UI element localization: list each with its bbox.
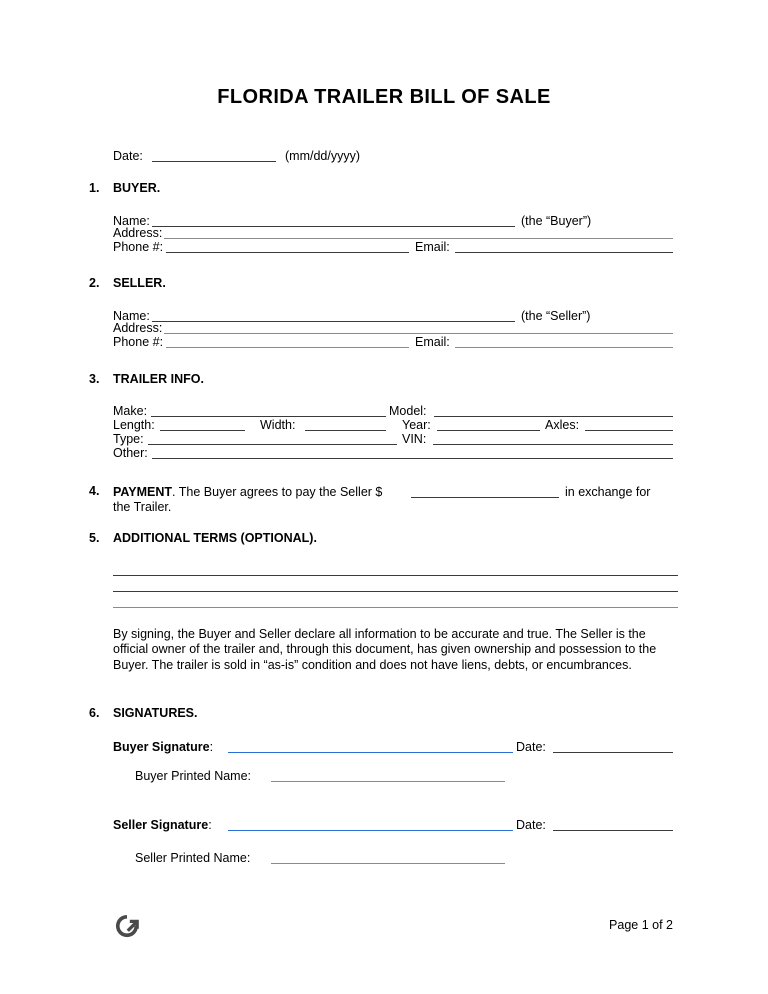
trailer-width-input-line[interactable] [305,430,386,431]
trailer-width-label: Width: [260,418,296,432]
section-number-additional-terms: 5. [89,531,100,545]
buyer-signature-label-text: Buyer Signature [113,740,210,754]
payment-title: PAYMENT [113,485,173,499]
seller-signature-date-input-line[interactable] [553,830,673,831]
section-title-seller-text: SELLER [113,276,163,290]
section-title-trailer-info-text: TRAILER INFO [113,372,201,386]
payment-text-line2: the Trailer. [113,500,172,514]
date-label: Date: [113,149,143,163]
trailer-axles-label: Axles: [545,418,580,432]
section-title-seller [113,276,166,290]
seller-signature-date-label: Date: [516,818,546,832]
trailer-axles-input-line[interactable] [585,430,673,431]
section-number-trailer-info: 3. [89,372,100,386]
section-title-buyer-period: . [156,181,161,195]
section-title-signatures [113,706,198,720]
seller-printed-name-input-line[interactable] [271,863,505,864]
declaration-paragraph: By signing, the Buyer and Seller declare all information to be accurate and true. The Seller is the official owner of the trailer and, through this document, has given ownership and possession to the Buyer. The trailer is sold in “as-is” condition and does not have liens, debts, or encumbrances. [113,627,657,672]
section-title-seller-period: . [162,276,166,290]
buyer-name-input-line[interactable] [152,226,515,227]
buyer-printed-name-input-line[interactable] [271,781,505,782]
trailer-type-label: Type: [113,432,144,446]
trailer-type-input-line[interactable] [148,444,397,445]
date-format-hint: (mm/dd/yyyy) [285,149,360,163]
seller-signature-input-line[interactable] [228,830,513,831]
seller-name-input-line[interactable] [152,321,515,322]
section-title-trailer-info [113,372,204,386]
seller-phone-label: Phone #: [113,335,164,349]
trailer-vin-input-line[interactable] [433,444,673,445]
seller-name-suffix: (the “Seller”) [521,309,591,323]
section-title-trailer-info-period: . [200,372,204,386]
buyer-email-label: Email: [415,240,450,254]
seller-email-input-line[interactable] [455,347,673,348]
buyer-phone-label: Phone #: [113,240,164,254]
trailer-length-label: Length: [113,418,155,432]
section-title-buyer [113,181,160,195]
seller-address-label: Address: [113,321,163,335]
section-number-payment: 4. [89,484,100,498]
seller-name-label: Name: [113,309,150,323]
buyer-printed-name-label: Buyer Printed Name: [135,769,252,783]
buyer-address-label: Address: [113,226,163,240]
trailer-make-label: Make: [113,404,148,418]
trailer-year-input-line[interactable] [437,430,540,431]
section-title-additional-terms [113,531,317,545]
page-title: FLORIDA TRAILER BILL OF SALE [217,86,551,108]
trailer-year-label: Year: [402,418,431,432]
payment-text-before-amount: . The Buyer agrees to pay the Seller $ [172,485,383,499]
payment-text-line1 [113,484,382,500]
seller-phone-input-line[interactable] [166,347,409,348]
seller-email-label: Email: [415,335,450,349]
buyer-name-suffix: (the “Buyer”) [521,214,592,228]
payment-text-after-amount: in exchange for [565,485,651,499]
seller-signature-label-colon: : [208,818,212,832]
buyer-signature-label [113,739,213,755]
section-number-seller: 2. [89,276,100,290]
trailer-vin-label: VIN: [402,432,427,446]
seller-printed-name-label: Seller Printed Name: [135,851,251,865]
buyer-email-input-line[interactable] [455,252,673,253]
page-number: Page 1 of 2 [609,918,673,932]
circular-arrow-logo-icon [112,911,142,941]
buyer-signature-label-colon: : [209,740,214,754]
trailer-other-label: Other: [113,446,148,460]
additional-terms-line-2[interactable] [113,591,678,592]
section-title-signatures-text: SIGNATURES [113,706,195,720]
date-row [113,148,143,164]
trailer-other-input-line[interactable] [152,458,673,459]
buyer-signature-date-label: Date: [516,740,546,754]
trailer-model-label: Model: [389,404,427,418]
section-title-additional-terms-text: ADDITIONAL TERMS (OPTIONAL) [113,531,314,545]
additional-terms-line-1[interactable] [113,575,678,576]
buyer-signature-date-input-line[interactable] [553,752,673,753]
section-title-additional-terms-period: . [313,531,317,545]
section-title-buyer-text: BUYER [113,181,157,195]
seller-signature-label [113,817,212,833]
buyer-signature-input-line[interactable] [228,752,513,753]
payment-amount-input-line[interactable] [411,497,559,498]
date-input-line[interactable] [152,161,276,162]
seller-signature-label-text: Seller Signature [113,818,209,832]
buyer-name-label: Name: [113,214,150,228]
additional-terms-line-3[interactable] [113,607,678,608]
trailer-length-input-line[interactable] [160,430,245,431]
section-title-signatures-period: . [194,706,198,720]
buyer-phone-input-line[interactable] [166,252,409,253]
section-number-signatures: 6. [89,706,100,720]
section-number-buyer: 1. [89,181,100,195]
